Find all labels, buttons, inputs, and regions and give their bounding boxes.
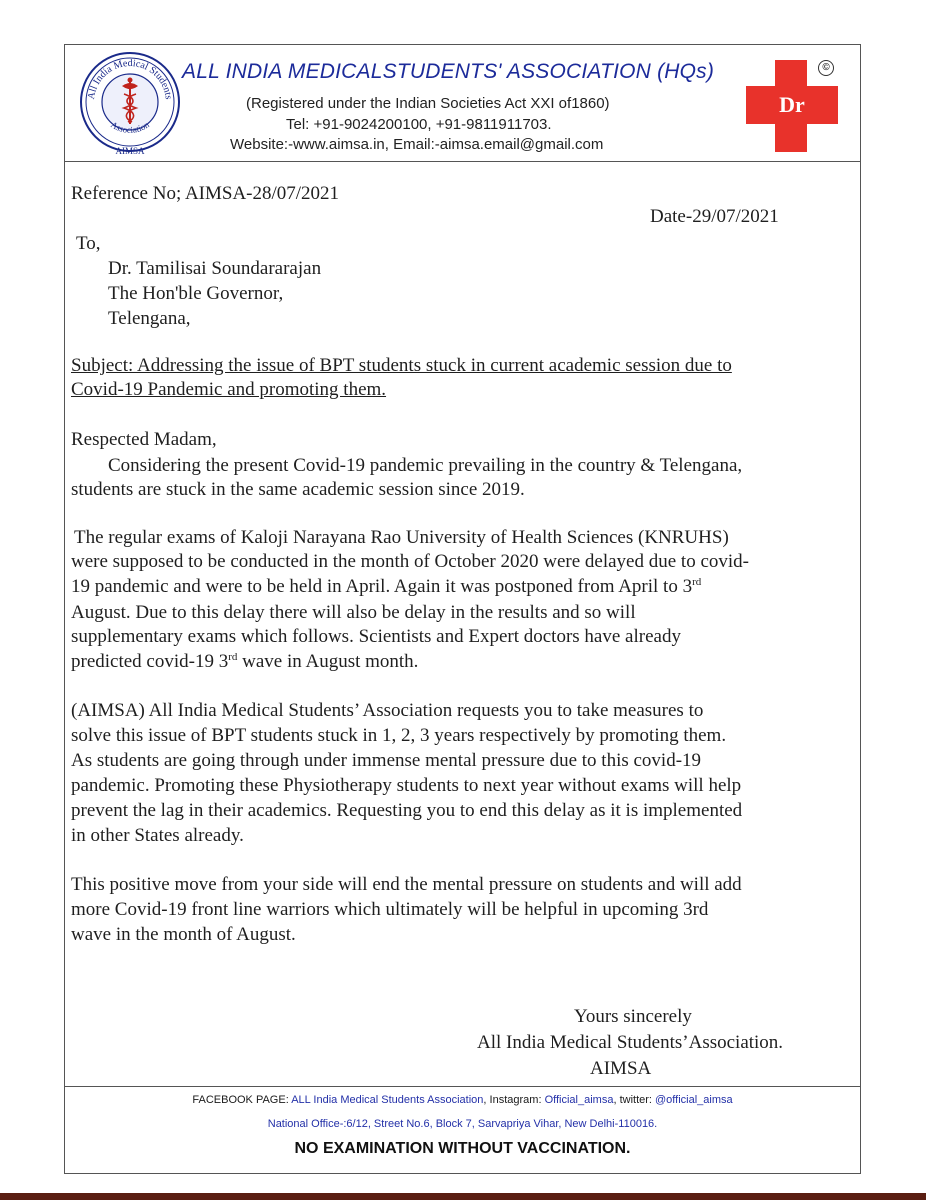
subject-line-1: Subject: Addressing the issue of BPT students stuck in current academic session due to xyxy=(71,355,732,376)
registration-line: (Registered under the Indian Societies Act XXI of1860) xyxy=(246,95,610,112)
facebook-link[interactable]: ALL India Medical Students Association xyxy=(291,1094,484,1106)
salutation: Respected Madam, xyxy=(71,429,217,450)
copyright-icon: © xyxy=(818,60,834,76)
seal-bottom-text: Association xyxy=(109,119,151,135)
para4-line-1: This positive move from your side will end the mental pressure on students and will add xyxy=(71,874,742,895)
para3-line-6: in other States already. xyxy=(71,825,244,846)
aimsa-seal-logo xyxy=(78,50,182,154)
para2-line-3: 19 pandemic and were to be held in April. Again it was postponed from April to 3rd xyxy=(71,576,702,597)
para1-line-1: Considering the present Covid-19 pandemic prevailing in the country & Telengana, xyxy=(108,455,743,476)
para4-line-3: wave in the month of August. xyxy=(71,924,296,945)
para3-line-5: prevent the lag in their academics. Requesting you to end this delay as it is implemented xyxy=(71,800,743,821)
instagram-link[interactable]: Official_aimsa xyxy=(544,1094,614,1106)
para3-line-3: As students are going through under immense mental pressure due to this covid-19 xyxy=(71,750,702,771)
slogan: NO EXAMINATION WITHOUT VACCINATION. xyxy=(294,1140,631,1157)
para2-line-2: were supposed to be conducted in the month of October 2020 were delayed due to covid- xyxy=(71,551,749,572)
seal-caption: AIMSA xyxy=(115,146,145,156)
para2-line-1: The regular exams of Kaloji Narayana Rao University of Health Sciences (KNRUHS) xyxy=(74,527,729,548)
social-links: FACEBOOK PAGE: ALL India Medical Students Association, Instagram: Official_aimsa, twitter: @official_aimsa xyxy=(192,1094,733,1106)
footer-divider xyxy=(64,1086,861,1087)
dr-cross-label: Dr xyxy=(779,92,805,117)
subject-line-2: Covid-19 Pandemic and promoting them. xyxy=(71,379,387,400)
para2-line-5: supplementary exams which follows. Scientists and Expert doctors have already xyxy=(71,626,681,647)
reference-number: Reference No; AIMSA-28/07/2021 xyxy=(71,183,340,204)
para2-line-6: predicted covid-19 3rd wave in August month. xyxy=(71,651,419,672)
header-divider xyxy=(64,161,861,162)
para3-line-1: (AIMSA) All India Medical Students’ Association requests you to take measures to xyxy=(71,700,704,721)
recipient-name: Dr. Tamilisai Soundararajan xyxy=(108,258,322,279)
letter-date: Date-29/07/2021 xyxy=(650,206,779,227)
para1-line-2: students are stuck in the same academic session since 2019. xyxy=(71,479,525,500)
website-email-line: Website:-www.aimsa.in, Email:-aimsa.email@gmail.com xyxy=(230,136,604,153)
signatory-short: AIMSA xyxy=(590,1058,652,1079)
para3-line-2: solve this issue of BPT students stuck in 1, 2, 3 years respectively by promoting them. xyxy=(71,725,727,746)
bottom-edge-bar xyxy=(0,1193,926,1200)
phone-line: Tel: +91-9024200100, +91-9811911703. xyxy=(286,116,552,133)
seal-top-text: All India Medical Students xyxy=(86,57,174,101)
signatory-name: All India Medical Students’Association. xyxy=(477,1032,784,1053)
closing: Yours sincerely xyxy=(574,1006,692,1027)
office-address: National Office-:6/12, Street No.6, Block 7, Sarvapriya Vihar, New Delhi-110016. xyxy=(267,1118,658,1130)
recipient-state: Telengana, xyxy=(108,308,191,329)
recipient-title: The Hon'ble Governor, xyxy=(108,283,284,304)
to-line: To, xyxy=(76,233,101,254)
para3-line-4: pandemic. Promoting these Physiotherapy students to next year without exams will help xyxy=(71,775,742,796)
para4-line-2: more Covid-19 front line warriors which ultimately will be helpful in upcoming 3rd xyxy=(71,899,709,920)
twitter-link[interactable]: @official_aimsa xyxy=(655,1094,733,1106)
organization-name: ALL INDIA MEDICALSTUDENTS' ASSOCIATION (HQs) xyxy=(182,60,715,83)
para2-line-4: August. Due to this delay there will also be delay in the results and so will xyxy=(71,602,636,623)
